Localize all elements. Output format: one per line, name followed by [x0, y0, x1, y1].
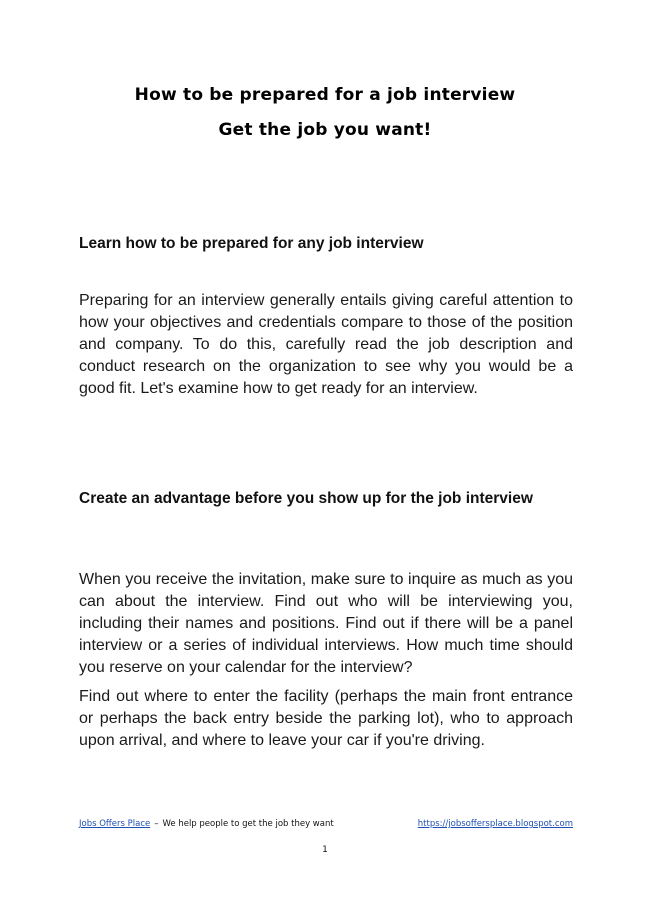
- section-paragraph: Find out where to enter the facility (perhaps the main front entrance or perhaps the back entry beside the parking lot), who to approach upon arrival, and where to leave your car if you're driving.: [79, 688, 573, 749]
- section-heading-prepared: Learn how to be prepared for any job interview: [79, 235, 424, 252]
- document-title: How to be prepared for a job interview: [134, 85, 516, 105]
- section-paragraph: Preparing for an interview generally entails giving careful attention to how your objectives and credentials compare to those of the position and company. To do this, carefully read the job description and conduct research on the organization to see why you would be a good fit. Let's examine how to get ready for an interview.: [79, 292, 573, 397]
- footer-site-link[interactable]: Jobs Offers Place: [79, 819, 151, 829]
- footer-url-link[interactable]: https://jobsoffersplace.blogspot.com: [417, 819, 573, 829]
- footer-dash: –: [154, 819, 159, 829]
- footer-tagline: We help people to get the job they want: [162, 819, 334, 829]
- page-footer: [79, 819, 573, 829]
- footer-left: [79, 819, 334, 829]
- section-heading-advantage: Create an advantage before you show up for the job interview: [79, 490, 533, 507]
- section-paragraph: When you receive the invitation, make sure to inquire as much as you can about the interview. Find out who will be interviewing you, including their names and positions. Find out if there will be a panel interview or a series of individual interviews. How much time should you reserve on your calendar for the interview?: [79, 571, 573, 676]
- page-number: 1: [322, 845, 328, 855]
- document-subtitle: Get the job you want!: [218, 120, 432, 140]
